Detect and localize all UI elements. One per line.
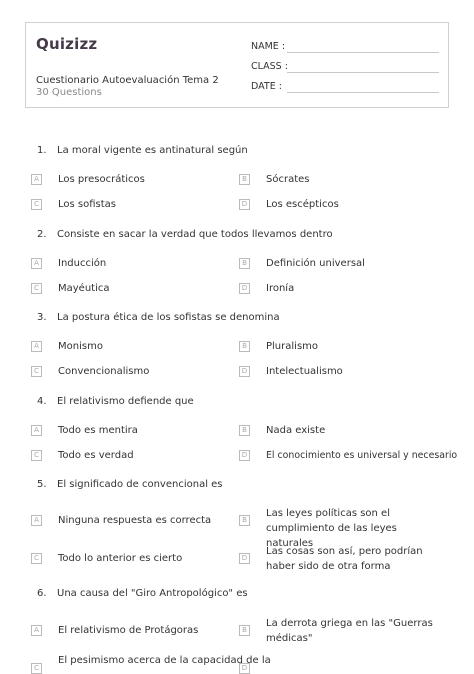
question-number: 1. <box>37 145 47 156</box>
option-box: C <box>31 553 42 564</box>
option-text: Los presocráticos <box>58 174 145 185</box>
option-text: Ironía <box>266 283 295 294</box>
question-text: Consiste en sacar la verdad que todos llevamos dentro <box>57 229 333 240</box>
option-box: A <box>31 258 42 269</box>
option-box: D <box>239 553 250 564</box>
option-box: B <box>239 341 250 352</box>
quizizz-logo: Quizizz <box>36 35 98 53</box>
quiz-title: Cuestionario Autoevaluación Tema 2 <box>36 75 219 86</box>
option-box: D <box>239 450 250 461</box>
option-text: Pluralismo <box>266 341 319 352</box>
option-box: D <box>239 199 250 210</box>
option-text: Ninguna respuesta es correcta <box>58 515 212 526</box>
option-text: El conocimiento es universal y necesario <box>266 450 458 461</box>
question-text: El significado de convencional es <box>57 479 223 490</box>
name-field[interactable] <box>251 41 285 52</box>
option-box: C <box>31 450 42 461</box>
option-text: Nada existe <box>266 425 326 436</box>
class-line <box>287 72 439 73</box>
option-box: D <box>239 366 250 377</box>
name-line <box>287 52 439 53</box>
option-text: Convencionalismo <box>58 366 150 377</box>
option-text: Los escépticos <box>266 199 339 210</box>
option-text: Todo lo anterior es cierto <box>58 553 183 564</box>
question-text: La postura ética de los sofistas se denomina <box>57 312 280 323</box>
option-box: A <box>31 515 42 526</box>
date-line <box>287 92 439 93</box>
option-text: El pesimismo acerca de la capacidad de la <box>58 655 271 666</box>
question-number: 6. <box>37 588 47 599</box>
option-text: Definición universal <box>266 258 365 269</box>
option-text: Inducción <box>58 258 107 269</box>
name-label: NAME : <box>251 41 286 52</box>
option-box: B <box>239 625 250 636</box>
question-number: 4. <box>37 396 47 407</box>
option-box: A <box>31 425 42 436</box>
question-number: 3. <box>37 312 47 323</box>
class-label: CLASS : <box>251 61 288 72</box>
option-text: Mayéutica <box>58 283 110 294</box>
option-box: D <box>239 663 250 674</box>
question-count: 30 Questions <box>36 87 102 98</box>
option-text: Monismo <box>58 341 103 352</box>
question-number: 5. <box>37 479 47 490</box>
option-box: C <box>31 366 42 377</box>
class-field[interactable] <box>251 61 288 72</box>
option-box: A <box>31 341 42 352</box>
question-number: 2. <box>37 229 47 240</box>
question-text: La moral vigente es antinatural según <box>57 145 248 156</box>
option-box: D <box>239 283 250 294</box>
option-text: Intelectualismo <box>266 366 343 377</box>
option-box: A <box>31 625 42 636</box>
question-text: El relativismo defiende que <box>57 396 194 407</box>
option-text: La derrota griega en las "Guerras médicas" <box>266 618 433 644</box>
option-text: Sócrates <box>266 174 310 185</box>
option-text: El relativismo de Protágoras <box>58 625 199 636</box>
option-text: Las leyes políticas son el cumplimiento de las leyes naturales <box>266 508 397 549</box>
option-box: B <box>239 174 250 185</box>
option-box: C <box>31 199 42 210</box>
option-box: B <box>239 258 250 269</box>
worksheet-header <box>25 22 449 108</box>
option-text: Todo es verdad <box>58 450 134 461</box>
option-box: C <box>31 663 42 674</box>
option-box: B <box>239 425 250 436</box>
option-box: B <box>239 515 250 526</box>
option-box: C <box>31 283 42 294</box>
option-text: Las cosas son así, pero podrían haber sido de otra forma <box>266 546 423 572</box>
date-label: DATE : <box>251 81 282 92</box>
option-text: Los sofistas <box>58 199 116 210</box>
option-text: Todo es mentira <box>58 425 138 436</box>
date-field[interactable] <box>251 81 282 92</box>
option-box: A <box>31 174 42 185</box>
question-text: Una causa del "Giro Antropológico" es <box>57 588 248 599</box>
